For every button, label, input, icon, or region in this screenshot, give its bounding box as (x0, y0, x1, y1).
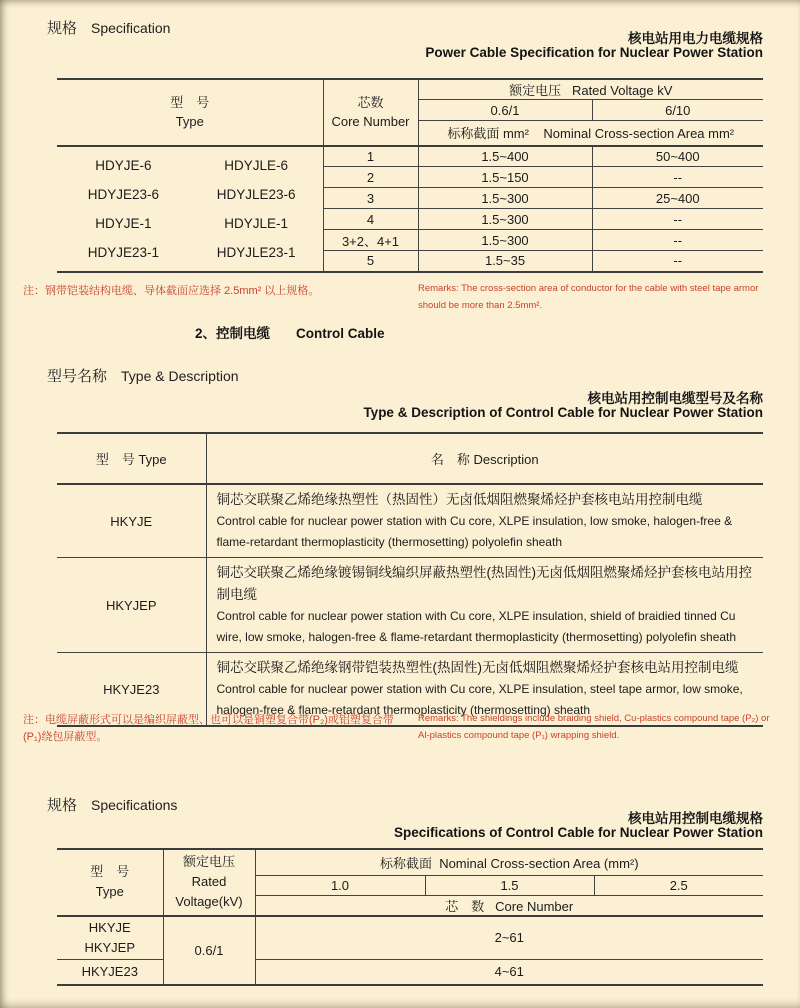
section-power-heading-zh: 规格 (47, 20, 78, 37)
core-number-value: 3+2、4+1 (323, 230, 418, 251)
control-cable-heading-zh: 2、控制电缆 (195, 326, 271, 341)
core-number-en: Core Number (495, 898, 574, 914)
cross-section-zh: 标称截面 (379, 855, 432, 871)
cable-description-en: Control cable for nuclear power station with Cu core, XLPE insulation, steel tape armor, low smoke, halogen-free & flame-retardant thermoplasticity (thermosetting) sheath (216, 682, 743, 717)
shielding-note-en: Remarks: The shieldings include braiding shield, Cu-plastics compound tape (P₂) or Al-plastics compound tape (P₁) wrapping shield. (418, 713, 770, 741)
rated-voltage-en1: Rated (191, 874, 227, 890)
type-name: HDYJE-6 (95, 157, 152, 173)
cable-description-zh: 铜芯交联聚乙烯绝缘热塑性（热固性）无卤低烟阻燃聚烯烃护套核电站用控制电缆 (216, 492, 703, 507)
type-name: HDYJE23-1 (87, 244, 160, 260)
cross-section-value: -- (673, 253, 683, 269)
cross-section-value: -- (592, 167, 763, 188)
cross-section-value: 1.5~300 (418, 188, 592, 209)
type-name: HDYJE-1 (95, 215, 152, 231)
cable-type: HKYJE23 (57, 960, 163, 985)
cross-section-value: 1.5~150 (418, 167, 592, 188)
control-cable-heading (195, 322, 385, 342)
col-header-core-en: Core Number (331, 114, 410, 130)
col-header-type-zh: 型 号 (90, 864, 130, 880)
size-col-1.0: 1.0 (255, 875, 425, 895)
cable-description (206, 558, 763, 653)
controlspec-table-title-en: Specifications of Control Cable for Nuclear Power Station (393, 825, 763, 840)
core-number-value: 4 (323, 209, 418, 230)
type-name: HDYJLE23-6 (216, 186, 296, 202)
cross-section-value: 1.5~35 (418, 251, 592, 272)
voltage-col-0.6-1: 0.6/1 (418, 100, 592, 121)
control-cable-heading-en: Control Cable (296, 326, 385, 341)
type-name: HDYJLE23-1 (216, 244, 296, 260)
core-count-range: 4~61 (494, 964, 524, 980)
col-header-type (57, 79, 323, 146)
cross-section-zh: 标称截面 mm² (447, 126, 529, 142)
cable-description-zh: 铜芯交联聚乙烯绝缘镀锡铜线编织屏蔽热塑性(热固性)无卤低烟阻燃聚烯烃护套核电站用控制电缆 (216, 565, 752, 602)
col-header-core-number (323, 79, 418, 146)
size-col-1.5: 1.5 (425, 875, 594, 895)
cross-section-value: -- (592, 209, 763, 230)
section-controlspec-heading (47, 794, 177, 815)
power-spec-table (57, 78, 763, 273)
col-header-cross-section (255, 849, 763, 875)
section-typedesc-heading-en: Type & Description (121, 368, 239, 384)
cable-type: HKYJE (88, 919, 131, 935)
type-name: HDYJLE-1 (224, 215, 289, 231)
cross-section-value: 50~400 (592, 146, 763, 167)
col-header-rated-voltage (163, 849, 255, 916)
cross-section-value: 25~400 (592, 188, 763, 209)
type-name: HDYJLE-6 (224, 157, 289, 173)
type-description-table (57, 432, 763, 727)
typedesc-table-title-en: Type & Description of Control Cable for Nuclear Power Station (363, 405, 763, 420)
cable-description-zh: 铜芯交联聚乙烯绝缘钢带铠装热塑性(热固性)无卤低烟阻燃聚烯烃护套核电站用控制电缆 (216, 660, 739, 675)
type-name: HDYJE23-6 (87, 186, 160, 202)
core-number-zh: 芯 数 (445, 898, 485, 914)
section-controlspec-heading-en: Specifications (91, 797, 178, 813)
power-note-en: Remarks: The cross-section area of conductor for the cable with steel tape armor should be more than 2.5mm². (418, 283, 759, 311)
core-number-value: 3 (323, 188, 418, 209)
col-header-cross-section (418, 121, 763, 146)
core-number-value: 5 (323, 251, 418, 272)
section-power-heading (47, 17, 170, 38)
cable-type: HKYJEP (57, 558, 206, 653)
col-header-type-en: Type (175, 114, 204, 130)
shielding-note-zh: 注：电缆屏蔽形式可以是编织屏蔽型、也可以是铜塑复合带(P₂)或铝塑复合带(P₁)绕包屏蔽型。 (23, 714, 394, 743)
section-controlspec-heading-zh: 规格 (47, 797, 78, 814)
type-name-row (57, 238, 323, 267)
rated-voltage-zh: 额定电压 (509, 83, 562, 98)
cross-section-value: -- (592, 230, 763, 251)
type-names-cell (57, 146, 323, 272)
core-number-value: 2 (323, 167, 418, 188)
power-table-title-zh: 核电站用电力电缆规格 (628, 31, 763, 46)
size-col-2.5: 2.5 (594, 875, 763, 895)
control-spec-table (57, 848, 763, 986)
core-count-range: 2~61 (255, 916, 763, 960)
col-header-description: 名 称 Description (206, 433, 763, 484)
voltage-col-6-10: 6/10 (592, 100, 763, 121)
type-name-row (57, 180, 323, 209)
section-power-heading-en: Specification (91, 20, 171, 36)
col-header-core-zh: 芯数 (357, 95, 384, 111)
cross-section-en: Nominal Cross-section Area (mm²) (439, 855, 639, 871)
type-name-row (57, 151, 323, 180)
controlspec-table-title-zh: 核电站用控制电缆规格 (628, 811, 763, 826)
col-header-rated-voltage (418, 79, 763, 100)
rated-voltage-en2: Voltage(kV) (175, 894, 243, 910)
col-header-type (57, 849, 163, 916)
col-header-type-zh: 型 号 (170, 95, 210, 111)
cable-description (206, 484, 763, 558)
cable-type: HKYJE23 (57, 653, 206, 727)
rated-voltage-zh: 额定电压 (182, 854, 235, 870)
col-header-type-en: Type (95, 884, 124, 900)
type-name-row (57, 209, 323, 238)
cable-description-en: Control cable for nuclear power station with Cu core, XLPE insulation, shield of braidied tinned Cu wire, low smoke, halogen-free & flame-retardant thermoplasticity (thermosetting) polyolefin sheath (216, 609, 737, 644)
rated-voltage-value: 0.6/1 (163, 916, 255, 985)
cable-description-en: Control cable for nuclear power station with Cu core, XLPE insulation, low smoke, halogen-free & flame-retardant thermoplasticity (thermosetting) polyolefin sheath (216, 514, 733, 549)
power-table-title-en: Power Cable Specification for Nuclear Power Station (425, 45, 763, 60)
section-typedesc-heading (47, 365, 239, 386)
section-typedesc-heading-zh: 型号名称 (47, 368, 108, 385)
cross-section-value: 1.5~300 (418, 230, 592, 251)
cable-type: HKYJEP (84, 939, 136, 955)
cable-type: HKYJE (57, 484, 206, 558)
typedesc-table-title-zh: 核电站用控制电缆型号及名称 (587, 391, 763, 406)
cross-section-value: 1.5~400 (418, 146, 592, 167)
cable-type-group (57, 916, 163, 960)
cross-section-en: Nominal Cross-section Area mm² (543, 126, 735, 142)
col-header-core-number (255, 895, 763, 916)
core-number-value: 1 (323, 146, 418, 167)
rated-voltage-en: Rated Voltage kV (571, 83, 673, 98)
col-header-type: 型 号 Type (57, 433, 206, 484)
power-note-zh: 注：钢带铠装结构电缆、导体截面应选择 2.5mm² 以上规格。 (23, 285, 320, 297)
cross-section-value: 1.5~300 (418, 209, 592, 230)
